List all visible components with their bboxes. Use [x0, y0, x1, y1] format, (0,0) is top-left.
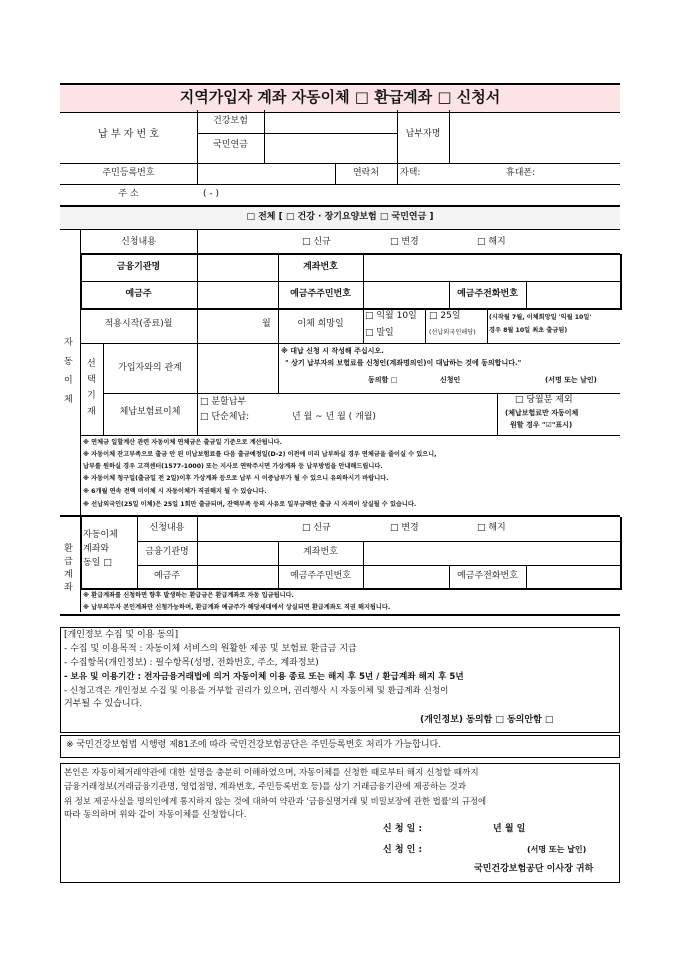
auto-bank-label: 금융기관명 [116, 262, 161, 272]
select-side-label-4: 재 [87, 407, 96, 417]
declaration-line-3: 위 정보 제공사실을 명의인에게 통지하지 않는 것에 대하여 약관과 '금융실명거래 및 비밀보장에 관한 법률'의 규정에 [64, 796, 487, 806]
day10-checkbox[interactable]: □ 익월 10일 [365, 311, 417, 321]
auto-holder-phone-input[interactable] [528, 283, 616, 306]
refund-holder-rrn-input[interactable] [365, 567, 447, 586]
refund-change-checkbox[interactable]: □ 변경 [390, 523, 419, 533]
arrears-period[interactable]: 년 월 ~ 년 월 ( 개월) [292, 412, 376, 422]
notice-line-4: ※ 자동이체 청구일(출금일 전 2일)이후 가상계좌 등으로 납부 시 이중납부가 될 수 있으니 유의하시기 바랍니다. [83, 475, 389, 482]
mobile-phone-label: 휴대폰: [506, 168, 536, 178]
arrears-label: 체납보험료이체 [119, 407, 181, 417]
address-input[interactable]: ( - ) [203, 189, 219, 199]
refund-account-label: 계좌번호 [303, 547, 338, 557]
select-side-label-1: 선 [87, 359, 96, 369]
declaration-line-2: 금융거래정보(거래금융기관명, 영업점명, 계좌번호, 주민등록번호 등)를 상기 거래금융기관에 제공하는 것과 [64, 782, 467, 792]
auto-account-label: 계좌번호 [303, 262, 338, 272]
applicant-label: 신 청 인 : [383, 845, 423, 855]
rrn-label: 주민등록번호 [102, 168, 155, 178]
start-month-unit: 월 [262, 319, 271, 329]
lastday-checkbox[interactable]: □ 말일 [365, 328, 394, 338]
national-pension-input[interactable] [266, 135, 395, 161]
start-month-input[interactable] [200, 312, 258, 340]
desired-day-note-2: 경우 8월 10일 최초 출금됨) [489, 327, 568, 334]
recipient: 국민건강보험공단 이사장 귀하 [474, 864, 594, 874]
notice-line-2: ※ 자동이체 잔고부족으로 출금 안 된 미납보험료를 다음 출금예정일(D-2) 이전에 미리 납부하실 경우 연체금을 줄이실 수 있으니, [83, 451, 437, 458]
refund-side-label-3: 계 [64, 570, 73, 580]
refund-cancel-checkbox[interactable]: □ 해지 [477, 523, 506, 533]
address-label: 주 소 [118, 189, 139, 199]
auto-side-label-1: 자 [64, 338, 73, 348]
desired-day-label: 이체 희망일 [297, 319, 344, 329]
refund-holder-rrn-label: 예금주주민번호 [290, 571, 351, 581]
application-date-label: 신 청 일 : [383, 824, 423, 834]
declaration-line-1: 본인은 자동이체거래약관에 대한 설명을 충분히 이해하였으며, 자동이체를 신청한 때로부터 해지 신청할 때까지 [64, 768, 479, 778]
auto-holder-label: 예금주 [125, 289, 152, 299]
privacy-heading: [개인정보 수집 및 이용 동의] [64, 630, 179, 640]
home-phone-input[interactable] [430, 165, 500, 182]
desired-day-note-1: (시작월 7월, 이체희망일 '익월 10일' [489, 314, 592, 321]
proxy-agree-checkbox[interactable]: 동의함 □ [368, 376, 398, 384]
auto-request-label: 신청내용 [121, 237, 156, 247]
auto-holder-rrn-label: 예금주주민번호 [290, 289, 351, 299]
payer-name-label: 납부자명 [405, 129, 441, 139]
declaration-line-4: 따라 동의하며 위와 같이 자동이체를 신청합니다. [64, 810, 247, 820]
day25-sub-note: (선납외국인해당) [429, 329, 476, 336]
auto-holder-phone-label: 예금주전화번호 [457, 289, 518, 299]
select-side-label-2: 택 [87, 375, 96, 385]
payer-number-label: 납 부 자 번 호 [97, 129, 159, 140]
auto-new-checkbox[interactable]: □ 신규 [302, 237, 331, 247]
privacy-line-3: - 보유 및 이용기간 : 전자금융거래법에 의거 자동이체 이용 종료 또는 해지 후 5년 / 환급계좌 해지 후 5년 [64, 672, 464, 682]
refund-holder-phone-label: 예금주전화번호 [457, 571, 518, 581]
auto-bank-input[interactable] [199, 256, 276, 279]
health-insurance-input[interactable] [266, 112, 395, 131]
scope-selector[interactable]: □ 전체 [ □ 건강 · 장기요양보험 □ 국민연금 ] [246, 212, 434, 222]
notice-line-6: ※ 선납외국인(25일 이체)은 25일 1회만 출금되며, 잔액부족 등의 사유로 일부금액만 출금 시 자격이 상실될 수 있습니다. [83, 501, 417, 508]
exclude-note-1: (체납보험료만 자동이체 [505, 409, 579, 417]
refund-side-label-4: 좌 [64, 583, 73, 593]
refund-new-checkbox[interactable]: □ 신규 [302, 523, 331, 533]
exclude-current-checkbox[interactable]: □ 당월분 제외 [515, 395, 573, 405]
page-title: 지역가입자 계좌 자동이체 □ 환급계좌 □ 신청서 [179, 88, 501, 106]
auto-change-checkbox[interactable]: □ 변경 [390, 237, 419, 247]
refund-same-checkbox[interactable]: 동일 □ [83, 558, 112, 568]
legal-note: ※ 국민건강보험법 시행령 제81조에 따라 국민건강보험공단은 주민등록번호 처리가 가능합니다. [66, 740, 442, 750]
auto-holder-rrn-input[interactable] [365, 283, 447, 306]
privacy-line-1: - 수집 및 이용목적 : 자동이체 서비스의 원활한 제공 및 보험료 환급금 지급 [64, 644, 357, 654]
contact-label: 연락처 [352, 168, 380, 178]
privacy-line-2: - 수집항목(개인정보) : 필수항목(성명, 전화번호, 주소, 계좌정보) [64, 658, 319, 668]
application-date-value[interactable]: 년 월 일 [493, 824, 526, 834]
proxy-note-1: ※ 대납 신청 시 작성해 주십시오. [281, 347, 384, 355]
national-pension-label: 국민연금 [213, 140, 248, 150]
refund-bank-label: 금융기관명 [145, 547, 189, 557]
installment-checkbox[interactable]: □ 분할납부 [200, 397, 247, 407]
health-insurance-label: 건강보험 [213, 116, 248, 126]
mobile-phone-input[interactable] [540, 165, 618, 182]
refund-account-input[interactable] [365, 543, 617, 563]
relation-input[interactable] [199, 346, 276, 391]
auto-side-label-4: 체 [64, 395, 73, 405]
refund-holder-input[interactable] [199, 567, 276, 586]
proxy-applicant-label: 신청인 [440, 376, 461, 384]
refund-holder-label: 예금주 [153, 571, 181, 581]
start-month-label: 적용시작(종료)월 [104, 319, 173, 329]
auto-side-label-3: 이 [64, 376, 73, 386]
proxy-sign-label[interactable]: (서명 또는 날인) [545, 376, 597, 384]
rrn-input[interactable] [199, 165, 333, 182]
select-side-label-3: 기 [87, 391, 96, 401]
single-arrears-checkbox[interactable]: □ 단순체납: [200, 412, 250, 422]
notice-line-3: 납부를 원하실 경우 고객센터(1577-1000) 또는 지사로 연락주시면 가상계좌 등 납부방법을 안내해드립니다. [83, 463, 383, 470]
auto-holder-input[interactable] [199, 283, 276, 306]
notice-line-5: ※ 6개월 연속 전액 미이체 시 자동이체가 직권해지 될 수 있습니다. [83, 488, 267, 495]
refund-same-label-2: 계좌와 [83, 544, 110, 554]
refund-holder-phone-input[interactable] [528, 567, 616, 586]
refund-request-label: 신청내용 [149, 523, 185, 533]
auto-side-label-2: 동 [64, 357, 73, 367]
privacy-line-5: 거부될 수 있습니다. [64, 699, 143, 709]
privacy-consent[interactable]: (개인정보) 동의함 □ 동의안함 □ [420, 715, 554, 725]
auto-cancel-checkbox[interactable]: □ 해지 [477, 237, 506, 247]
day25-checkbox[interactable]: □ 25일 [429, 311, 461, 321]
refund-bank-input[interactable] [199, 543, 276, 563]
refund-side-label-1: 환 [64, 544, 73, 554]
privacy-line-4: - 신청고객은 개인정보 수집 및 이용을 거부할 권리가 있으며, 권리행사 시 자동이체 및 환급계좌 신청이 [64, 686, 449, 696]
refund-same-label-1: 자동이체 [83, 530, 118, 540]
notice-line-1: ※ 연체금 일할계산 관련 자동이체 연체금은 출금일 기준으로 계산됩니다. [83, 439, 282, 446]
relation-label: 가입자와의 관계 [118, 363, 182, 373]
refund-note-1: ※ 환급계좌를 신청하면 향후 발생하는 환급금은 환급계좌로 자동 입금됩니다. [83, 592, 294, 599]
refund-side-label-2: 급 [64, 557, 73, 567]
applicant-signature[interactable]: (서명 또는 날인) [527, 845, 587, 854]
payer-name-input[interactable] [451, 112, 618, 161]
auto-account-input[interactable] [365, 256, 617, 279]
proxy-note-2: " 상기 납부자의 보험료를 신청인(계좌명의인)이 대납하는 것에 동의합니다." [285, 359, 522, 367]
exclude-note-2: 원할 경우 "☑"표시) [510, 421, 573, 429]
home-phone-label: 자택: [400, 168, 421, 178]
refund-note-2: ※ 납부의무자 본인계좌만 신청가능하며, 환급계좌 예금주가 해당세대에서 상실되면 환급계좌도 직권 해지됩니다. [83, 604, 391, 611]
